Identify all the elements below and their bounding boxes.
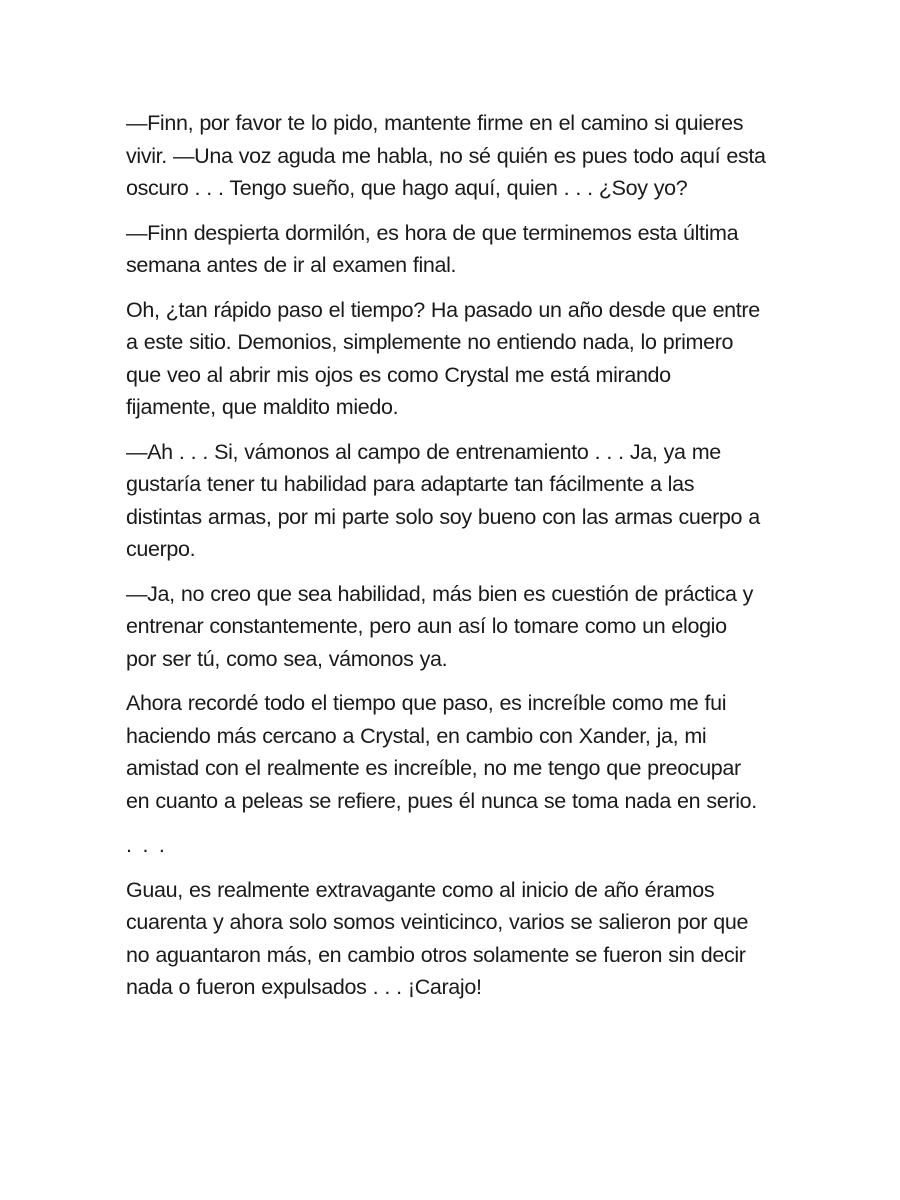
document-page (126, 107, 786, 1016)
paragraph: Ahora recordé todo el tiempo que paso, es increíble como me fui haciendo más cercano a Crystal, en cambio con Xander, ja, mi amistad con el realmente es increíble, no me tengo que preocupar en cuanto a peleas se refiere, pues él nunca se toma nada en serio. (126, 691, 757, 813)
paragraph: —Finn despierta dormilón, es hora de que terminemos esta última semana antes de ir al examen final. (126, 220, 739, 277)
paragraph: —Ja, no creo que sea habilidad, más bien es cuestión de práctica y entrenar constantemente, pero aun así lo tomare como un elogio por ser tú, como sea, vámonos ya. (126, 581, 754, 671)
scene-break: . . . (126, 833, 167, 857)
paragraph: —Finn, por favor te lo pido, mantente firme en el camino si quieres vivir. —Una voz aguda me habla, no sé quién es pues todo aquí esta oscuro . . . Tengo sueño, que hago aquí, quien . . . ¿Soy yo? (126, 111, 766, 200)
paragraph: Oh, ¿tan rápido paso el tiempo? Ha pasado un año desde que entre a este sitio. Demonios, simplemente no entiendo nada, lo primero que veo al abrir mis ojos es como Crystal me está mirando fijamente, que maldito miedo. (126, 297, 760, 419)
paragraph: Guau, es realmente extravagante como al inicio de año éramos cuarenta y ahora solo somos veinticinco, varios se salieron por que no aguantaron más, en cambio otros solamente se fueron sin decir nada o fueron expulsados . . . ¡Carajo! (126, 877, 749, 999)
paragraph: —Ah . . . Si, vámonos al campo de entrenamiento . . . Ja, ya me gustaría tener tu habilidad para adaptarte tan fácilmente a las distintas armas, por mi parte solo soy bueno con las armas cuerpo a cuerpo. (126, 439, 760, 561)
